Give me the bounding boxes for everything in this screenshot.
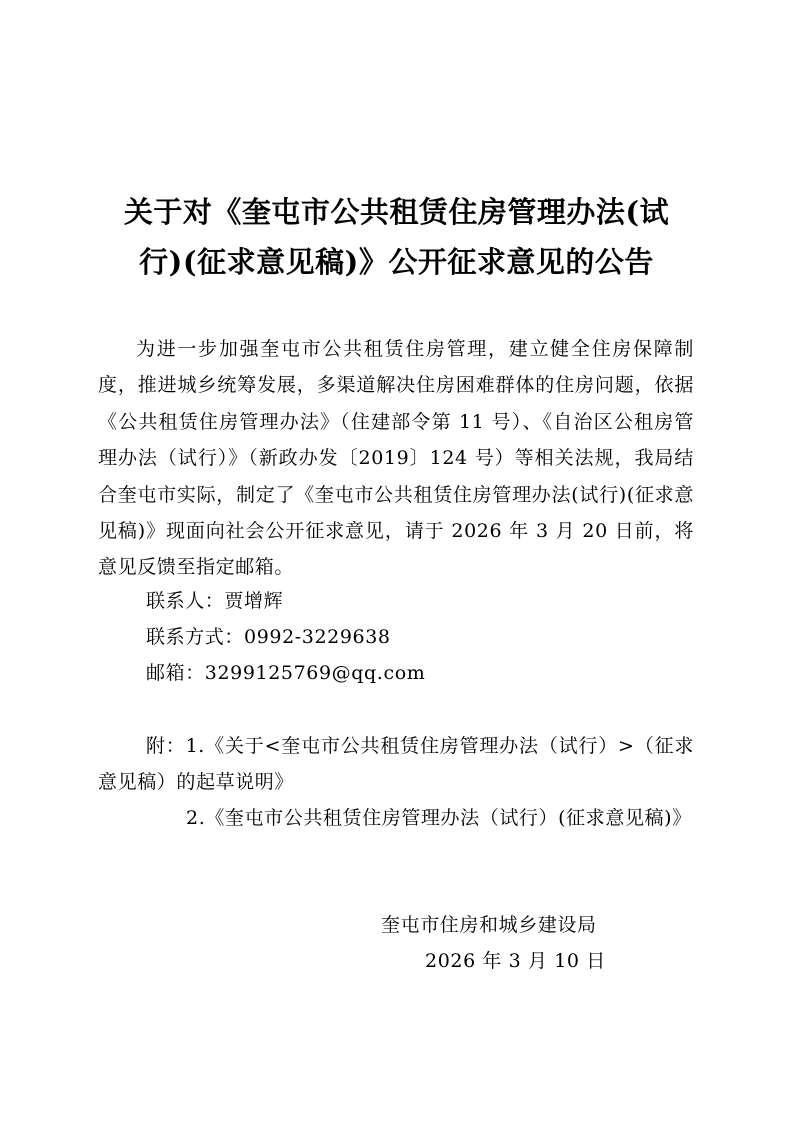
- announcement-body: 为进一步加强奎屯市公共租赁住房管理，建立健全住房保障制度，推进城乡统筹发展，多渠道解决住房困难群体的住房问题，依据《公共租赁住房管理办法》（住建部令第 11 号）、《自治区公租房管理办法（试行）》（新政办发〔2019〕124 号）等相关法规，我局结合奎屯市实际，制定了《奎屯市公共租赁住房管理办法(试行)(征求意见稿)》现面向社会公开征求意见，请于 2026 年 3 月 20 日前，将意见反馈至指定邮箱。: [98, 338, 694, 579]
- contact-person: 联系人：贾增辉: [146, 590, 284, 612]
- document-title-line-1: 关于对《奎屯市公共租赁住房管理办法(试: [123, 195, 670, 229]
- document-title-line-2: 行)(征求意见稿)》公开征求意见的公告: [139, 245, 654, 279]
- contact-email: 邮箱：3299125769@qq.com: [146, 662, 426, 684]
- contact-phone: 联系方式：0992-3229638: [146, 626, 391, 648]
- attachment-item-1: 附：1.《关于<奎屯市公共租赁住房管理办法（试行）>（征求意见稿）的起草说明》: [98, 735, 694, 794]
- issuing-organization: 奎屯市住房和城乡建设局: [381, 914, 597, 936]
- attachment-item-2: 2.《奎屯市公共租赁住房管理办法（试行）(征求意见稿)》: [186, 807, 692, 829]
- issue-date: 2026 年 3 月 10 日: [425, 950, 606, 972]
